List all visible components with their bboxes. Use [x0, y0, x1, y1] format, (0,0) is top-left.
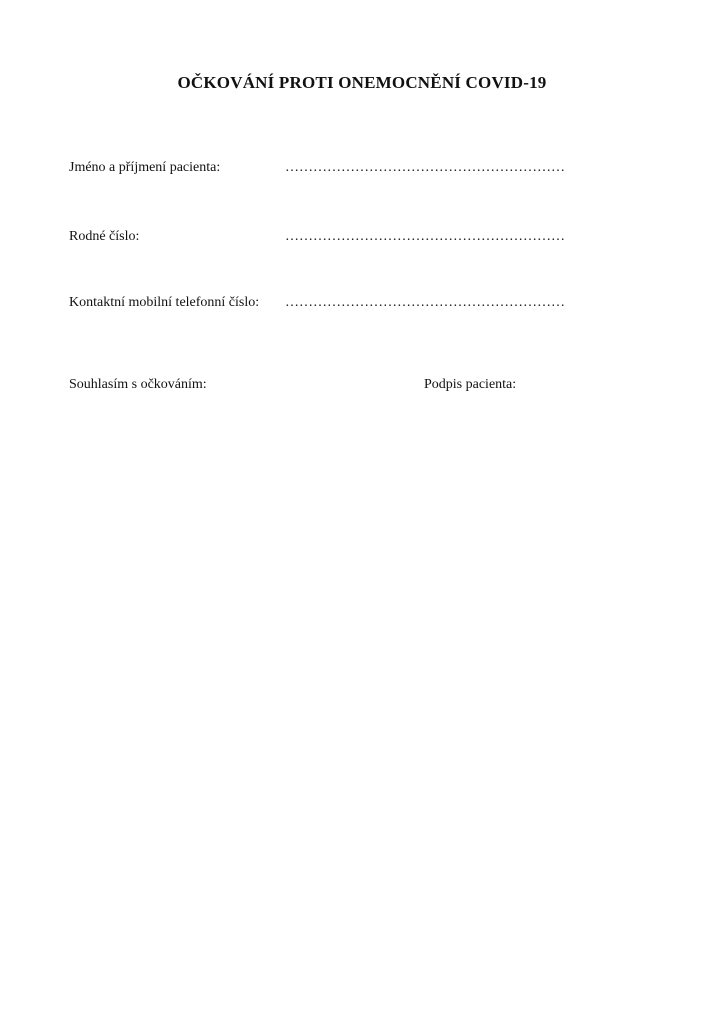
birth-number-field[interactable]: …………………………………………………… — [285, 229, 565, 244]
document-title: OČKOVÁNÍ PROTI ONEMOCNĚNÍ COVID-19 — [177, 73, 547, 92]
signature-label: Podpis pacienta: — [424, 377, 517, 392]
mobile-phone-field[interactable]: …………………………………………………… — [285, 295, 565, 310]
patient-name-field[interactable]: …………………………………………………… — [285, 160, 565, 175]
mobile-phone-label: Kontaktní mobilní telefonní číslo: — [69, 295, 260, 310]
consent-label: Souhlasím s očkováním: — [69, 377, 207, 392]
patient-name-label: Jméno a příjmení pacienta: — [69, 160, 221, 175]
birth-number-label: Rodné číslo: — [69, 229, 140, 244]
